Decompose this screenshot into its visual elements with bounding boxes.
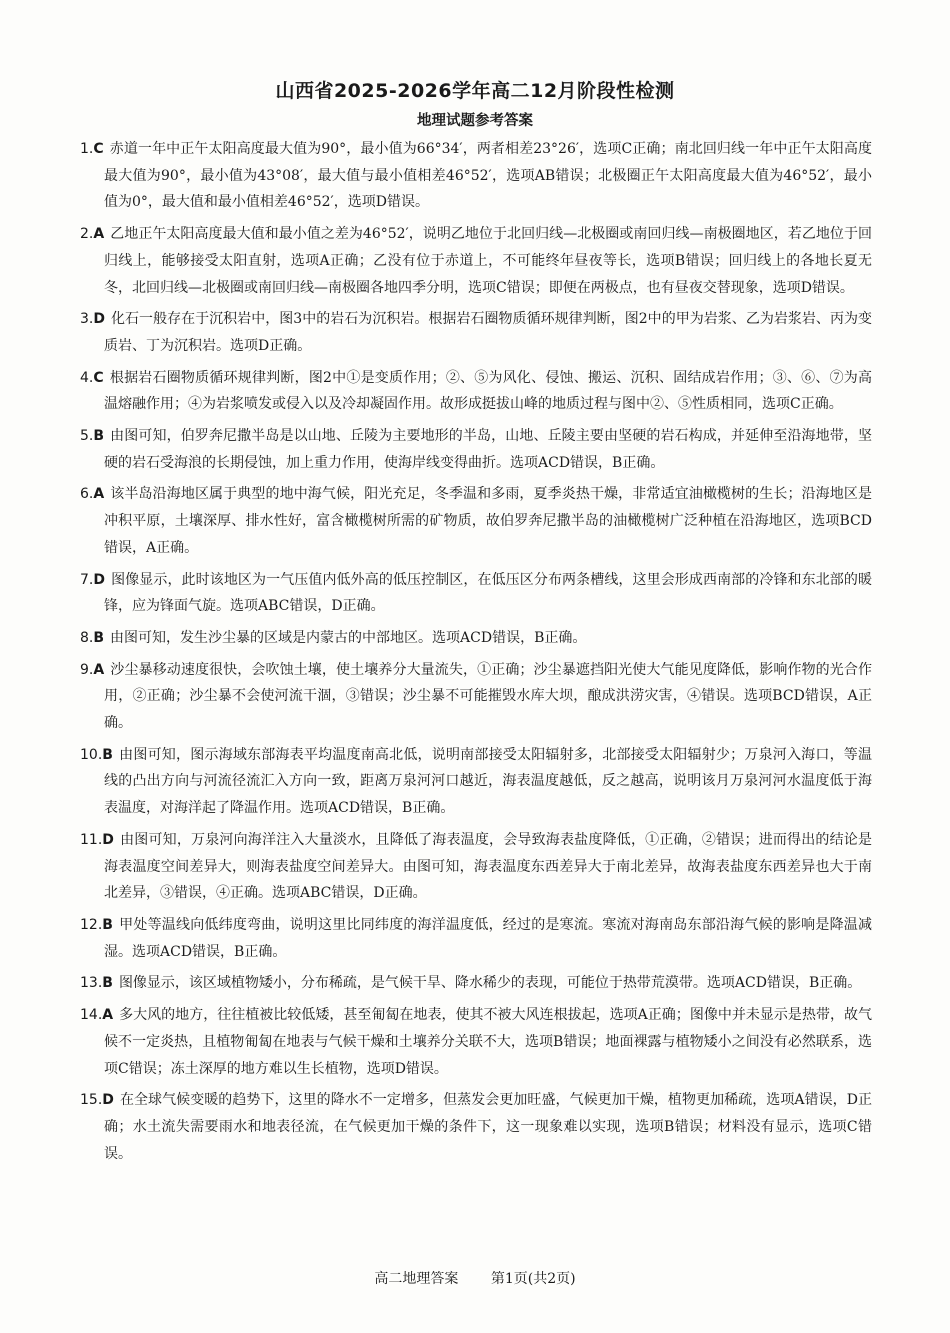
answer-explanation: 由图可知，图示海域东部海表平均温度南高北低，说明南部接受太阳辐射多，北部接受太阳辐射少；万泉河入海口，等温线的凸出方向与河流径流汇入方向一致，距离万泉河河口越近，海表温度越低，反之越高，说明该月万泉河河水温度低于海表温度，对海洋起了降温作用。选项ACD错误，B正确。 (104, 746, 872, 817)
answer-choice: D (93, 311, 105, 328)
answer-choice: C (93, 141, 104, 157)
answer-explanation: 化石一般存在于沉积岩中，图3中的岩石为沉积岩。根据岩石圈物质循环规律判断，图2中的甲为岩浆、乙为岩浆岩、丙为变质岩、丁为沉积岩。选项D正确。 (104, 311, 872, 354)
answer-choice: D (102, 831, 114, 848)
answer-number: 7. (80, 571, 94, 588)
answer-number: 10. (80, 746, 103, 763)
answer-number: 11. (80, 831, 103, 848)
answer-number: 13. (80, 975, 103, 992)
answer-item (80, 970, 872, 997)
answer-explanation: 图像显示，该区域植物矮小，分布稀疏，是气候干旱、降水稀少的表现，可能位于热带荒漠带。选项ACD错误，B正确。 (118, 975, 862, 992)
answer-number: 14. (80, 1007, 103, 1024)
answer-number: 5. (80, 428, 94, 445)
footer-subject: 高二地理答案 (374, 1271, 459, 1287)
answer-item (80, 742, 872, 822)
answer-choice: B (102, 916, 113, 933)
answer-item (80, 912, 872, 965)
answer-number: 3. (80, 311, 94, 328)
answer-item (80, 827, 872, 907)
page-footer (0, 1268, 950, 1288)
answer-choice: C (93, 369, 104, 386)
answer-number: 2. (80, 226, 94, 243)
answer-choice: B (93, 629, 105, 646)
answer-explanation: 在全球气候变暖的趋势下，这里的降水不一定增多，但蒸发会更加旺盛，气候更加干燥，植物更加稀疏，选项A错误，D正确；水土流失需要雨水和地表径流，在气候更加干燥的条件下，这一现象难以实现，选项B错误；材料没有显示，选项C错误。 (104, 1092, 872, 1162)
answer-explanation: 根据岩石圈物质循环规律判断，图2中①是变质作用；②、⑤为风化、侵蚀、搬运、沉积、固结成岩作用；③、⑥、⑦为高温熔融作用；④为岩浆喷发或侵入以及冷却凝固作用。故形成挺拔山峰的地质过程与图中②、⑤性质相同，选项C正确。 (104, 369, 872, 413)
answer-item (80, 625, 872, 652)
answer-explanation: 甲处等温线向低纬度弯曲，说明这里比同纬度的海洋温度低，经过的是寒流。寒流对海南岛东部沿海气候的影响是降温减湿。选项ACD错误，B正确。 (104, 916, 872, 960)
footer-page-number: 第1页(共2页) (490, 1271, 576, 1287)
answer-number: 15. (80, 1092, 103, 1109)
answer-item (80, 136, 872, 216)
answer-item (80, 481, 872, 561)
answer-choice: A (93, 661, 105, 678)
answer-number: 12. (80, 916, 103, 933)
answer-explanation: 图像显示，此时该地区为一气压值内低外高的低压控制区，在低压区分布两条槽线，这里会形成西南部的冷锋和东北部的暖锋，应为锋面气旋。选项ABC错误，D正确。 (104, 571, 872, 615)
answer-number: 4. (80, 369, 94, 386)
answer-explanation: 乙地正午太阳高度最大值和最小值之差为46°52′，说明乙地位于北回归线—北极圈或南回归线—南极圈地区，若乙地位于回归线上，能够接受太阳直射，选项A正确；乙没有位于赤道上，不可能终年昼夜等长，选项B错误；回归线上的各地长夏无冬，北回归线—北极圈或南回归线—南极圈各地四季分明，选项C错误；即便在两极点，也有昼夜交替现象，选项D错误。 (104, 226, 872, 296)
answer-item (80, 1002, 872, 1082)
answer-explanation: 沙尘暴移动速度很快，会吹蚀土壤，使土壤养分大量流失，①正确；沙尘暴遮挡阳光使大气能见度降低，影响作物的光合作用，②正确；沙尘暴不会使河流干涸，③错误；沙尘暴不可能摧毁水库大坝，酿成洪涝灾害，④错误。选项BCD错误，A正确。 (104, 661, 872, 732)
answer-explanation: 赤道一年中正午太阳高度最大值为90°，最小值为66°34′，两者相差23°26′，选项C正确；南北回归线一年中正午太阳高度最大值为90°，最小值为43°08′，最大值与最小值相差46°52′，选项AB错误；北极圈正午太阳高度最大值为46°52′，最小值为0°，最大值和最小值相差46°52′，选项D错误。 (104, 141, 872, 211)
answer-explanation: 该半岛沿海地区属于典型的地中海气候，阳光充足，冬季温和多雨，夏季炎热干燥，非常适宜油橄榄树的生长；沿海地区是冲积平原，土壤深厚、排水性好，富含橄榄树所需的矿物质，故伯罗奔尼撒半岛的油橄榄树广泛种植在沿海地区，选项BCD错误，A正确。 (104, 486, 872, 556)
answer-number: 8. (80, 629, 94, 646)
answer-number: 1. (80, 141, 94, 157)
answer-number: 6. (80, 486, 94, 503)
answer-explanation: 由图可知，万泉河向海洋注入大量淡水，且降低了海表温度，会导致海表盐度降低，①正确，②错误；进而得出的结论是海表温度空间差异大，则海表盐度空间差异大。由图可知，海表温度东西差异大于南北差异，故海表盐度东西差异也大于南北差异，③错误，④正确。选项ABC错误，D正确。 (104, 831, 872, 902)
answer-explanation: 多大风的地方，往往植被比较低矮，甚至匍匐在地表，使其不被大风连根拔起，选项A正确；图像中并未显示是热带，故气候不一定炎热，且植物匍匐在地表与气候干燥和土壤养分关联不大，选项B错误；地面裸露与植物矮小之间没有必然联系，选项C错误；冻土深厚的地方难以生长植物，选项D错误。 (104, 1007, 872, 1077)
answer-number: 9. (80, 661, 94, 678)
answer-choice: B (102, 975, 113, 992)
answer-choice: B (93, 428, 105, 445)
answer-item (80, 306, 872, 359)
answer-item (80, 221, 872, 301)
answer-explanation: 由图可知，发生沙尘暴的区域是内蒙古的中部地区。选项ACD错误，B正确。 (110, 629, 587, 646)
answer-explanation: 由图可知，伯罗奔尼撒半岛是以山地、丘陵为主要地形的半岛，山地、丘陵主要由坚硬的岩石构成，并延伸至沿海地带，坚硬的岩石受海浪的长期侵蚀，加上重力作用，使海岸线变得曲折。选项ACD错误，B正确。 (104, 428, 872, 471)
answer-item (80, 423, 872, 476)
answer-choice: D (93, 571, 105, 588)
answer-choice: A (93, 486, 105, 503)
answer-choice: A (102, 1007, 114, 1024)
answer-item (80, 365, 872, 418)
answer-choice: B (102, 746, 113, 763)
answer-item (80, 567, 872, 620)
page-title: 山西省2025-2026学年高二12月阶段性检测 (275, 80, 675, 102)
answer-choice: D (102, 1092, 114, 1109)
answer-item (80, 1087, 872, 1167)
answer-item (80, 657, 872, 737)
answer-choice: A (93, 226, 105, 243)
page-subtitle: 地理试题参考答案 (417, 113, 533, 129)
answer-list (80, 136, 872, 1172)
